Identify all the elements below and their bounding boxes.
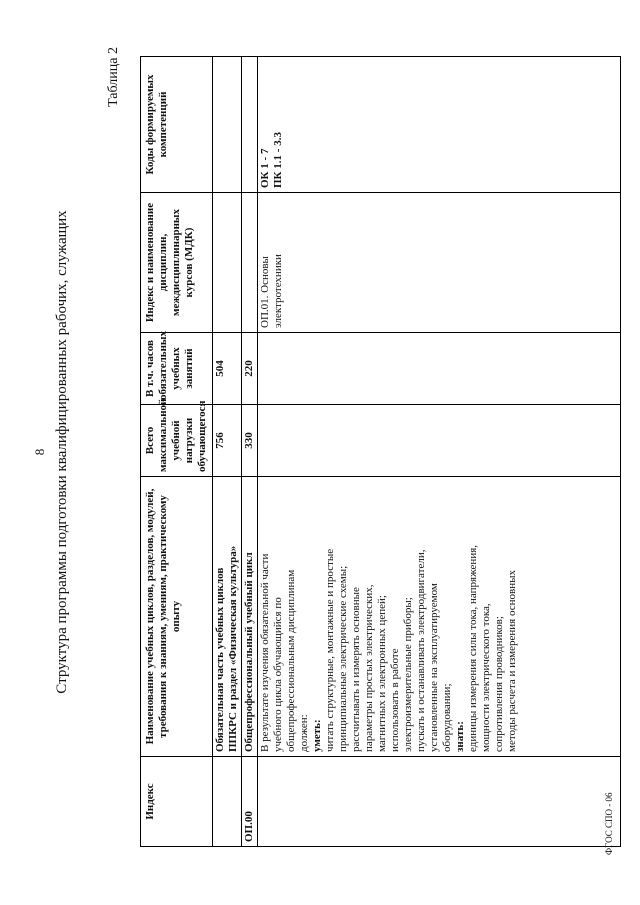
table-row-op: [242, 57, 258, 847]
discipline-line2: электротехники: [272, 254, 284, 328]
cell-index-empty: [213, 757, 242, 847]
requirement-line: магнитных и электронных цепей;: [376, 595, 388, 752]
cell-op-class: 220: [242, 333, 258, 405]
header-index: Индекс: [141, 757, 213, 847]
cell-op-index: ОП.00: [242, 757, 258, 847]
requirement-line: общепрофессиональным дисциплинам: [285, 569, 297, 752]
cell-content-class: [258, 333, 621, 405]
requirement-line: электроизмерительные приборы;: [402, 597, 414, 752]
cell-mandatory-name: [213, 477, 242, 757]
requirement-line: читать структурные, монтажные и простые: [324, 548, 336, 752]
requirement-line: рассчитывать и измерять основные: [350, 587, 362, 752]
page-number: 8: [32, 448, 47, 456]
page-heading: Структура программы подготовки квалифицированных рабочих, служащих: [54, 210, 70, 694]
header-discipline: Индекс и наименование дисциплин, междисциплинарных курсов (МДК): [141, 193, 213, 333]
structure-table: [140, 56, 621, 847]
competencies-line2: ПК 1.1 - 3.3: [272, 132, 284, 188]
discipline-line1: ОП.01. Основы: [259, 256, 271, 328]
cell-content-index: [258, 757, 621, 847]
cell-content-total: [258, 405, 621, 477]
cell-op-total: 330: [242, 405, 258, 477]
mandatory-name-line2: ППКРС и раздел «Физическая культура»: [227, 545, 239, 752]
requirement-line: единицы измерения силы тока, напряжения,: [467, 544, 479, 752]
requirement-line: использовать в работе: [389, 648, 401, 752]
rotated-page: [20, 27, 620, 877]
requirement-line: параметры простых электрических,: [363, 584, 375, 752]
requirement-line: учебного цикла обучающийся по: [272, 597, 284, 752]
table-row-mandatory: [213, 57, 242, 847]
header-class-hours: В т.ч. часов обязательных учебных занятий: [141, 333, 213, 405]
requirement-line: пускать и останавливать электродвигатели,: [415, 549, 427, 752]
requirement-line: принципиальные электрические схемы;: [337, 565, 349, 752]
table-header-row: [141, 57, 213, 847]
requirement-line: установленные на эксплуатируемом: [428, 583, 440, 752]
cell-op-discipline: [242, 193, 258, 333]
requirement-line: мощности электрического тока,: [480, 603, 492, 752]
cell-content-requirements: [258, 477, 621, 757]
cell-mandatory-discipline: [213, 193, 242, 333]
cell-op-competencies: [242, 57, 258, 193]
cell-mandatory-total: 756: [213, 405, 242, 477]
mandatory-name-line1: Обязательная часть учебных циклов: [214, 567, 226, 752]
cell-content-competencies: [258, 57, 621, 193]
footer-code: ФГОС СПО - 06: [604, 792, 614, 855]
cell-op-name: Общепрофессиональный учебный цикл: [242, 477, 258, 757]
requirement-line: В результате изучения обязательной части: [259, 553, 271, 752]
cell-mandatory-class: 504: [213, 333, 242, 405]
requirement-line: методы расчета и измерения основных: [506, 570, 518, 752]
requirement-line: знать:: [454, 721, 466, 752]
header-name: Наименование учебных циклов, разделов, модулей, требования к знаниям, умениям, практическому опыту: [141, 477, 213, 757]
cell-mandatory-competencies: [213, 57, 242, 193]
table-label: Таблица 2: [106, 47, 121, 107]
header-competencies: Коды формируемых компетенций: [141, 57, 213, 193]
cell-content-discipline: [258, 193, 621, 333]
requirement-line: сопротивления проводников;: [493, 616, 505, 752]
requirement-line: должен:: [298, 714, 310, 752]
table-row-content: [258, 57, 621, 847]
competencies-line1: ОК 1 - 7: [259, 148, 271, 188]
requirement-line: уметь:: [311, 719, 323, 752]
header-total-hours: Всего максимальной учебной нагрузки обучающегося: [141, 405, 213, 477]
requirement-line: оборудовании;: [441, 683, 453, 752]
